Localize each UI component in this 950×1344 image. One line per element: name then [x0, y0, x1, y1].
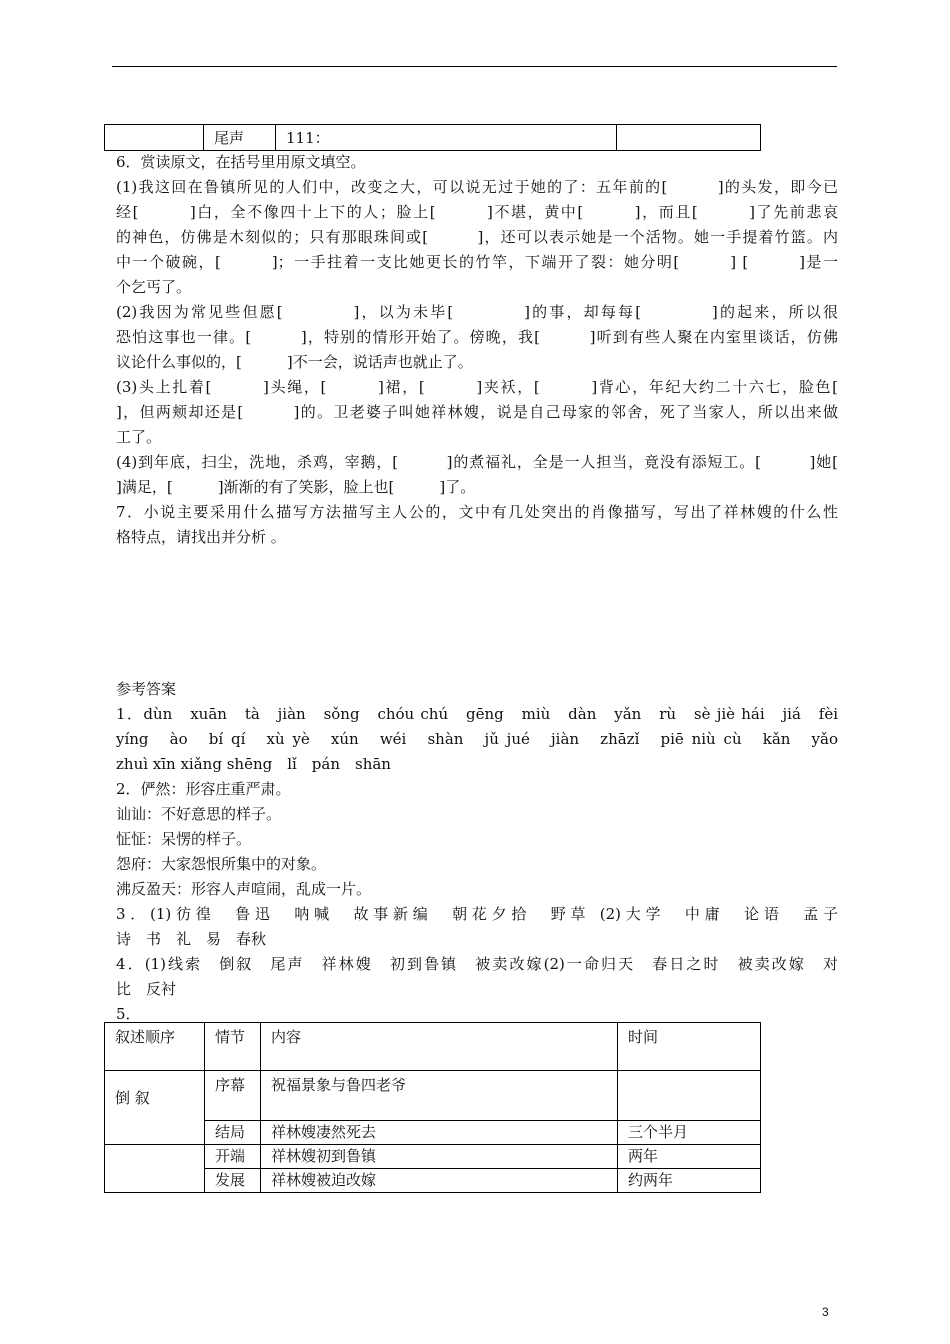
- table-header-row: [105, 1023, 761, 1071]
- answer-line: 2．俨然：形容庄重严肃。: [116, 780, 291, 798]
- answer-line: 5．: [116, 1005, 141, 1023]
- question-line: (1)我这回在鲁镇所见的人们中，改变之大，可以说无过于她的了：五年前的[ ]的头发，即今已: [116, 178, 838, 196]
- answer-line: yíng ào bí qí xù yè xún wéi shàn jǔ jué jiàn zhāzǐ piē niù cù kǎn yǎo: [116, 730, 838, 748]
- table-row: [105, 1071, 761, 1121]
- table-row: [105, 1145, 761, 1169]
- questions-section: [116, 150, 838, 550]
- question-line: (2)我因为常见些但愿[ ]，以为未毕[ ]的事，却每每[ ]的起来，所以很: [116, 303, 838, 321]
- header-cell: 情节: [205, 1023, 261, 1071]
- question-line: (3)头上扎着[ ]头绳，[ ]裙，[ ]夹袄，[ ]背心，年纪大约二十六七，脸色[: [116, 378, 838, 396]
- answer-line: 怨府：大家怨恨所集中的对象。: [116, 855, 327, 873]
- table-cell: 三个半月: [618, 1121, 761, 1145]
- answer-line: 诗 书 礼 易 春秋: [116, 930, 267, 948]
- table-cell: 111：: [276, 125, 617, 151]
- answer-line: 讪讪：不好意思的样子。: [116, 805, 282, 823]
- question-line: 工了。: [116, 428, 162, 446]
- table-cell: [105, 1145, 205, 1169]
- table-cell: 发展: [205, 1169, 261, 1193]
- answer-line: zhuì xīn xiǎng shēng lǐ pán shān: [116, 755, 391, 773]
- question-line: ]满足，[ ]渐渐的有了笑影，脸上也[ ]了。: [116, 478, 476, 496]
- answer-line: 4．(1)线索 倒叙 尾声 祥林嫂 初到鲁镇 被卖改嫁(2)一命归天 春日之时 被卖改嫁 对: [116, 955, 838, 973]
- table-cell: [618, 1071, 761, 1121]
- question-line: 议论什么事似的，[ ]不一会，说话声也就止了。: [116, 353, 473, 371]
- table-cell: 祥林嫂凄然死去: [261, 1121, 618, 1145]
- table-cell: 两年: [618, 1145, 761, 1169]
- answer-line: 3．(1)彷徨 鲁迅 呐喊 故事新编 朝花夕拾 野草 (2)大学 中庸 论语 孟子: [116, 905, 838, 923]
- question-line: 个乞丐了。: [116, 278, 192, 296]
- answer-line: 比 反衬: [116, 980, 177, 998]
- header-cell: 内容: [261, 1023, 618, 1071]
- answer-line: 怔怔：呆愣的样子。: [116, 830, 252, 848]
- table-cell: 尾声: [204, 125, 276, 151]
- question-line: ]，但两颊却还是[ ]的。卫老婆子叫她祥林嫂，说是自己母家的邻舍，死了当家人，所以出来做: [116, 403, 838, 421]
- question-line: 格特点，请找出并分析 。: [116, 528, 286, 546]
- group-label: 倒 叙: [105, 1071, 205, 1145]
- table-row: [105, 125, 761, 151]
- header-cell: 时间: [618, 1023, 761, 1071]
- table-cell: 开端: [205, 1145, 261, 1169]
- answer-line: 沸反盈天：形容人声喧闹，乱成一片。: [116, 880, 372, 898]
- question-line: 恐怕这事也一律。[ ]，特别的情形开始了。傍晚，我[ ]听到有些人聚在内室里谈话，仿佛: [116, 328, 838, 346]
- header-rule: [112, 66, 837, 67]
- table-row: [105, 1169, 761, 1193]
- answer-table: [104, 1022, 761, 1193]
- question-line: (4)到年底，扫尘，洗地，杀鸡，宰鹅，[ ]的煮福礼，全是一人担当，竟没有添短工。[ ]她[: [116, 453, 838, 471]
- table-cell: 序幕: [205, 1071, 261, 1121]
- header-cell: 叙述顺序: [105, 1023, 205, 1071]
- question-line: 中一个破碗，[ ]；一手拄着一支比她更长的竹竿，下端开了裂：她分明[ ] [ ]是一: [116, 253, 838, 271]
- table-cell: [617, 125, 761, 151]
- answers-heading: 参考答案: [116, 680, 177, 698]
- table-cell: 约两年: [618, 1169, 761, 1193]
- table-cell: 结局: [205, 1121, 261, 1145]
- answer-line: 1．dùn xuān tà jiàn sǒng chóu chú gēng miù dàn yǎn rù sè jiè hái jiá fèi: [116, 705, 838, 723]
- answers-section: [116, 677, 838, 1027]
- table-cell: 祥林嫂初到鲁镇: [261, 1145, 618, 1169]
- table-cell: 祝福景象与鲁四老爷: [261, 1071, 618, 1121]
- table-cell: [105, 1169, 205, 1193]
- top-table: [104, 124, 761, 151]
- question-line: 7．小说主要采用什么描写方法描写主人公的，文中有几处突出的肖像描写，写出了祥林嫂的什么性: [116, 503, 838, 521]
- table-cell: 祥林嫂被迫改嫁: [261, 1169, 618, 1193]
- question-line: 经[ ]白，全不像四十上下的人；脸上[ ]不堪，黄中[ ]，而且[ ]了先前悲哀: [116, 203, 838, 221]
- question-line: 6．赏读原文，在括号里用原文填空。: [116, 153, 366, 171]
- page-number: 3: [822, 1305, 829, 1319]
- table-cell: [105, 125, 204, 151]
- question-line: 的神色，仿佛是木刻似的；只有那眼珠间或[ ]，还可以表示她是一个活物。她一手提着竹篮。内: [116, 228, 838, 246]
